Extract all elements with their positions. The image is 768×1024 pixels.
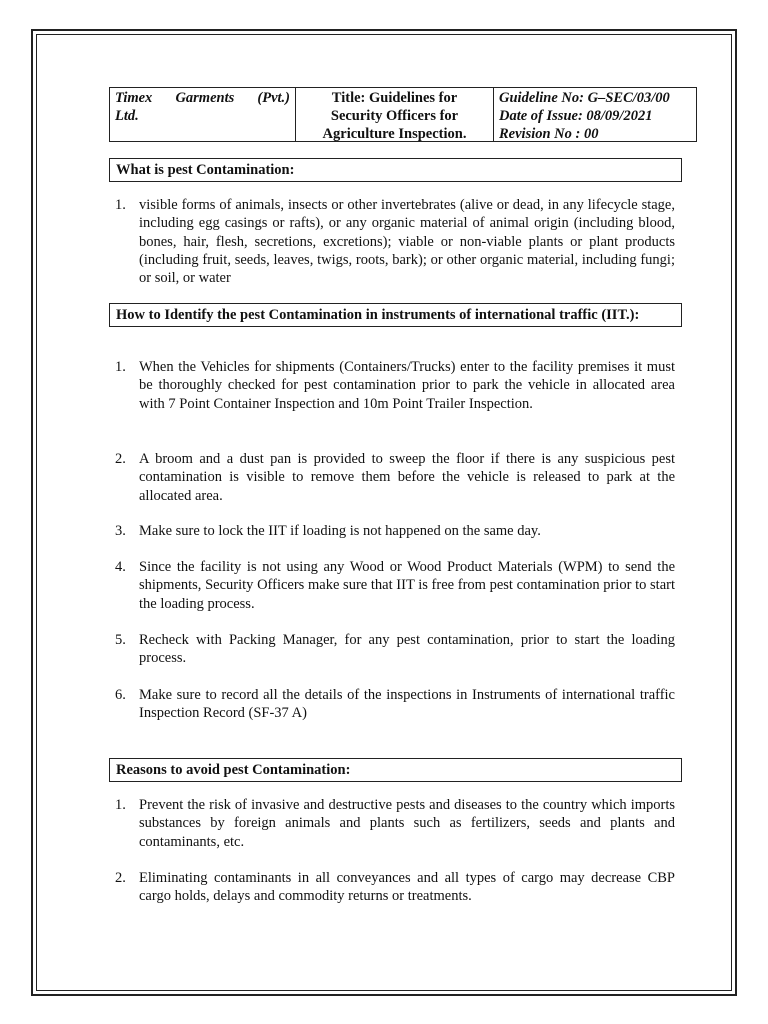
- list-what-is: [109, 196, 675, 287]
- list-how-to: [109, 522, 675, 540]
- list-how-to: [109, 450, 675, 505]
- list-how-to: [109, 686, 675, 723]
- list-item-number: 2.: [115, 870, 126, 886]
- list-item-number: 1.: [115, 197, 126, 213]
- list-item-number: 1.: [115, 797, 126, 813]
- list-how-to: [109, 631, 675, 668]
- list-item: [109, 450, 675, 505]
- list-item-text: Recheck with Packing Manager, for any pest contamination, prior to start the loading process.: [139, 632, 675, 667]
- section-heading-how-to: How to Identify the pest Contamination in instruments of international traffic (IIT.):: [109, 303, 682, 327]
- list-item: [109, 631, 675, 668]
- list-item-text: Make sure to lock the IIT if loading is not happened on the same day.: [139, 523, 541, 539]
- company-name-cell: [110, 88, 296, 141]
- list-item-text: visible forms of animals, insects or other invertebrates (alive or dead, in any lifecycle stage, including egg casings or rafts), or any organic material of animal origin (including blood, bones, hair, flesh, secretions, excretions); viable or non-viable plants or plant products (including fruit, seeds, leaves, twigs, roots, bark); or other organic material, including fungi; or soil, or water: [139, 197, 675, 287]
- list-item-number: 2.: [115, 451, 126, 467]
- date-of-issue: Date of Issue: 08/09/2021: [499, 108, 653, 124]
- document-title-line2: Security Officers for: [330, 108, 459, 124]
- list-item-number: 4.: [115, 559, 126, 575]
- list-item-text: When the Vehicles for shipments (Containers/Trucks) enter to the facility premises it must be thoroughly checked for pest contamination prior to park the vehicle in allocated area with 7 Point Container Inspection and 10m Point Trailer Inspection.: [139, 359, 675, 412]
- document-header-table: [109, 87, 697, 142]
- list-how-to: [109, 558, 675, 613]
- document-title-line1: Title: Guidelines for: [331, 90, 458, 106]
- list-reasons: [109, 796, 675, 851]
- document-title-cell: [296, 88, 494, 141]
- section-heading-what-is: What is pest Contamination:: [109, 158, 682, 182]
- list-item: [109, 358, 675, 413]
- list-item-text: Since the facility is not using any Wood or Wood Product Materials (WPM) to send the shipments, Security Officers make sure that IIT is free from pest contamination prior to start the loading process.: [139, 559, 675, 612]
- list-reasons: [109, 869, 675, 906]
- section-heading-reasons: Reasons to avoid pest Contamination:: [109, 758, 682, 782]
- list-item: [109, 869, 675, 906]
- company-name-line1: Timex Garments (Pvt.): [115, 90, 290, 106]
- company-name-line2: Ltd.: [115, 108, 139, 124]
- list-item: [109, 522, 675, 540]
- list-item-text: Eliminating contaminants in all conveyances and all types of cargo may decrease CBP cargo holds, delays and commodity returns or treatments.: [139, 870, 675, 905]
- list-item-number: 1.: [115, 359, 126, 375]
- list-item-number: 5.: [115, 632, 126, 648]
- list-how-to: [109, 358, 675, 413]
- list-item-number: 3.: [115, 523, 126, 539]
- list-item: [109, 196, 675, 287]
- revision-number: Revision No : 00: [499, 126, 599, 142]
- list-item-text: Make sure to record all the details of the inspections in Instruments of international traffic Inspection Record (SF-37 A): [139, 687, 675, 722]
- list-item: [109, 796, 675, 851]
- list-item-text: A broom and a dust pan is provided to sweep the floor if there is any suspicious pest contamination is visible to remove them before the vehicle is released to park at the allocated area.: [139, 451, 675, 504]
- document-title-line3: Agriculture Inspection.: [322, 126, 467, 142]
- document-meta-cell: [494, 88, 696, 141]
- list-item-number: 6.: [115, 687, 126, 703]
- list-item: [109, 558, 675, 613]
- list-item-text: Prevent the risk of invasive and destructive pests and diseases to the country which imports substances by foreign animals and plants such as fertilizers, seeds and plants and contaminants, etc.: [139, 797, 675, 850]
- guideline-number: Guideline No: G–SEC/03/00: [499, 90, 670, 106]
- list-item: [109, 686, 675, 723]
